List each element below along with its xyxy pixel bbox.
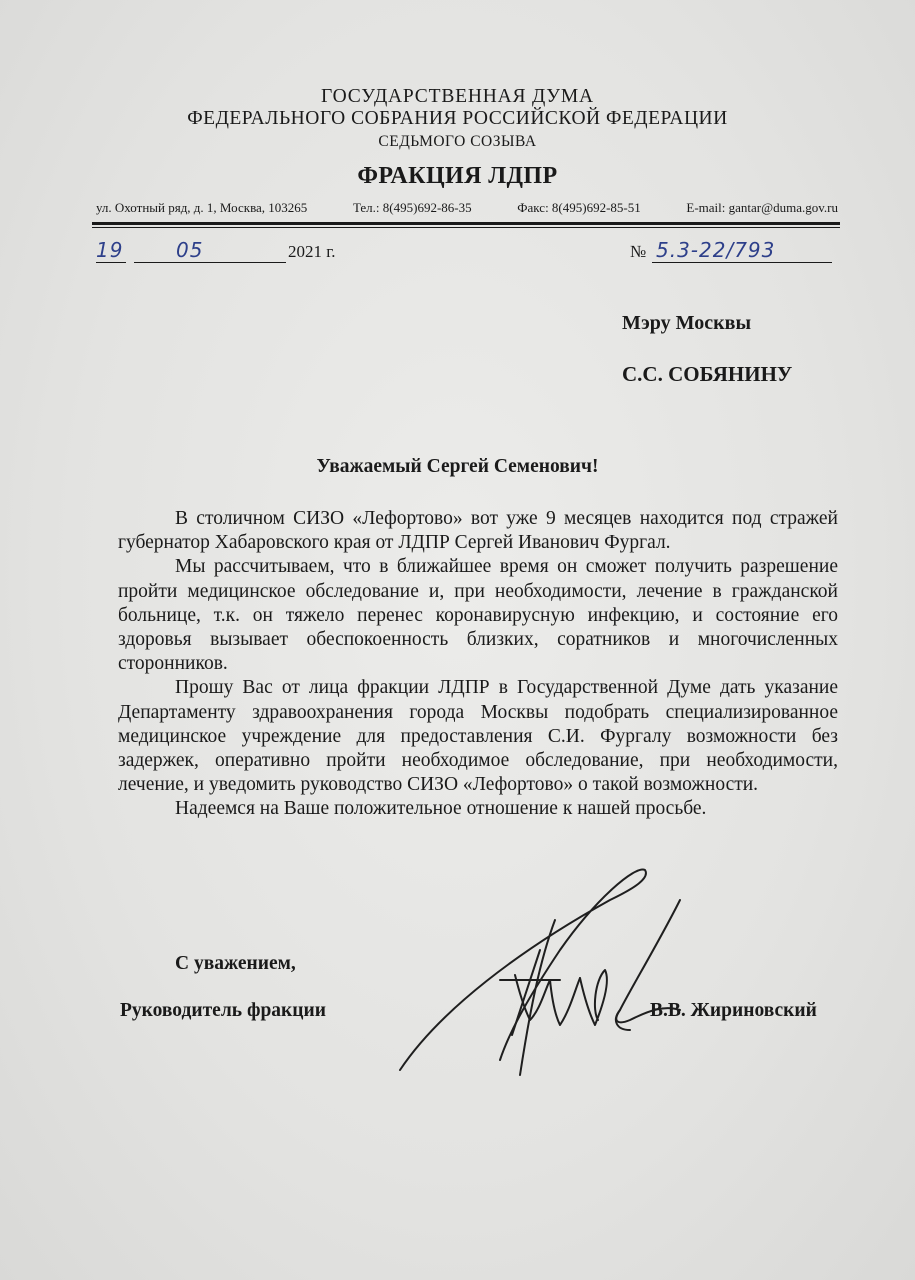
contact-address: ул. Охотный ряд, д. 1, Москва, 103265 (96, 200, 308, 215)
paragraph: Прошу Вас от лица фракции ЛДПР в Государственной Думе дать указание Департаменту здравоохранения города Москвы подобрать специализированное медицинское учреждение для предоставления С.И. Фургалу возможности без задержек, оперативно пройти необходимое обследование, при необходимости, лечение, и уведомить руководство СИЗО «Лефортово» о такой возможности. (118, 677, 838, 796)
signatory-name: В.В. Жириновский (650, 1000, 817, 1021)
contact-fax: Факс: 8(495)692-85-51 (517, 200, 641, 215)
number-value: 5.3-22/793 (656, 238, 776, 262)
contact-email: E-mail: gantar@duma.gov.ru (686, 200, 838, 215)
contact-phone: Тел.: 8(495)692-86-35 (352, 200, 472, 215)
paragraph: В столичном СИЗО «Лефортово» вот уже 9 месяцев находится под стражей губернатор Хабаровского края от ЛДПР Сергей Иванович Фургал. (118, 508, 838, 554)
addressee-name: С.С. СОБЯНИНУ (622, 362, 793, 386)
header-convocation: СЕДЬМОГО СОЗЫВА (378, 133, 537, 150)
registration-date (96, 240, 356, 264)
letter-body (118, 507, 838, 822)
signatory-role: Руководитель фракции (120, 1000, 326, 1021)
letterhead-contacts (96, 200, 838, 216)
date-month: 05 (176, 238, 204, 262)
letterhead-rule-thick (92, 222, 840, 225)
header-faction: ФРАКЦИЯ ЛДПР (357, 163, 558, 189)
handwritten-signature (380, 860, 720, 1090)
header-federal-assembly: ФЕДЕРАЛЬНОГО СОБРАНИЯ РОССИЙСКОЙ ФЕДЕРАЦИИ (187, 108, 728, 129)
paragraph: Надеемся на Ваше положительное отношение к нашей просьбе. (175, 798, 707, 820)
addressee-position: Мэру Москвы (622, 312, 752, 334)
closing: С уважением, (175, 953, 296, 974)
header-state-duma: ГОСУДАРСТВЕННАЯ ДУМА (321, 86, 594, 107)
paragraph: Мы рассчитываем, что в ближайшее время он сможет получить разрешение пройти медицинское обследование и, при необходимости, лечение в гражданской больнице, т.к. он тяжело перенес коронавирусную инфекцию, и состояние его здоровья вызывает обеспокоенность близких, соратников и многочисленных сторонников. (118, 556, 838, 675)
salutation: Уважаемый Сергей Семенович! (316, 456, 599, 477)
number-prefix: № (630, 242, 647, 261)
date-year: 2021 г. (288, 242, 336, 261)
letterhead-rule-thin (92, 227, 840, 228)
date-day: 19 (96, 238, 124, 262)
registration-number (630, 240, 835, 264)
